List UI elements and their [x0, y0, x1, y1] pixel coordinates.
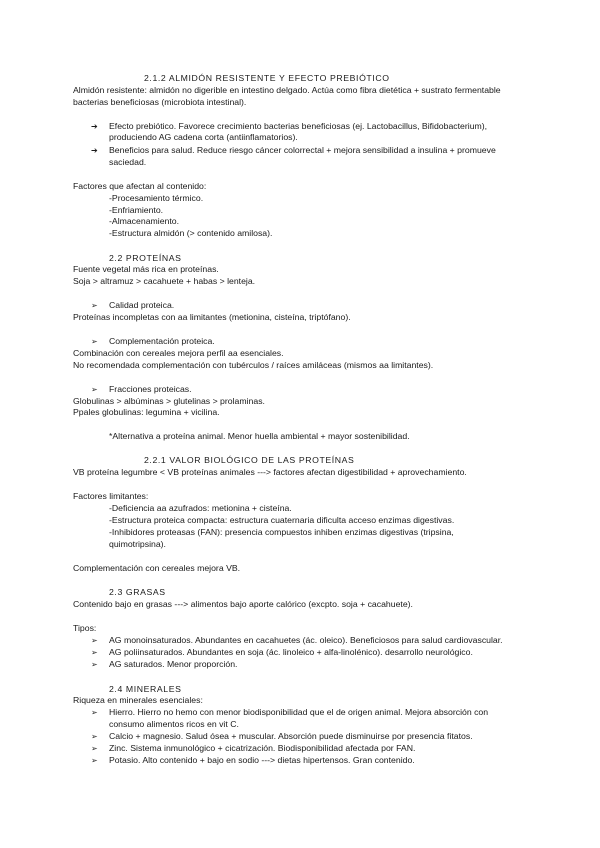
- paragraph-line: Ppales globulinas: legumina + vicilina.: [73, 407, 220, 417]
- triangle-bullet-icon: ➢: [91, 648, 98, 657]
- bullet-text: Efecto prebiótico. Favorece crecimiento bacterias beneficiosas (ej. Lactobacillus, Bifidobacterium),: [109, 121, 488, 131]
- bullet-text: saciedad.: [109, 157, 147, 167]
- section-heading-2-1-2: 2.1.2 ALMIDÓN RESISTENTE Y EFECTO PREBIÓTICO: [144, 73, 390, 83]
- paragraph-line: Complementación con cereales mejora VB.: [73, 563, 241, 573]
- bullet-text: AG saturados. Menor proporción.: [109, 659, 238, 669]
- subsection-label: Fracciones proteicas.: [109, 384, 192, 394]
- factor-item: -Inhibidores proteasas (FAN): presencia compuestos inhiben enzimas digestivas (tripsina,: [109, 527, 454, 537]
- arrow-bullet-icon: ➔: [91, 122, 98, 131]
- bullet-text: AG poliinsaturados. Abundantes en soja (ác. linoleico + alfa-linolénico). desarrollo neurológico.: [109, 647, 473, 657]
- bullet-text: Potasio. Alto contenido + bajo en sodio ---> dietas hipertensos. Gran contenido.: [109, 755, 415, 765]
- paragraph-line: Combinación con cereales mejora perfil aa esenciales.: [73, 348, 284, 358]
- paragraph-line: Contenido bajo en grasas ---> alimentos bajo aporte calórico (excpto. soja + cacahuete).: [73, 599, 413, 609]
- bullet-text: consumo alimentos ricos en vit C.: [109, 719, 239, 729]
- bullet-text: Hierro. Hierro no hemo con menor biodisponibilidad que el de origen animal. Mejora absorción con: [109, 707, 489, 717]
- limitantes-title: Factores limitantes:: [73, 491, 149, 501]
- section-heading-2-2-1: 2.2.1 VALOR BIOLÓGICO DE LAS PROTEÍNAS: [144, 455, 355, 465]
- paragraph-line: Globulinas > albúminas > glutelinas > prolaminas.: [73, 396, 265, 406]
- factor-item: quimotripsina).: [109, 539, 166, 549]
- paragraph-line: Riqueza en minerales esenciales:: [73, 695, 203, 705]
- triangle-bullet-icon: ➢: [91, 660, 98, 669]
- bullet-text: AG monoinsaturados. Abundantes en cacahuetes (ác. oleico). Beneficiosos para salud cardiovascular.: [109, 635, 503, 645]
- paragraph-line: bacterias beneficiosas (microbiota intestinal).: [73, 97, 247, 107]
- factor-item: -Deficiencia aa azufrados: metionina + cisteína.: [109, 503, 292, 513]
- triangle-bullet-icon: ➢: [91, 636, 98, 645]
- paragraph-line: Almidón resistente: almidón no digerible en intestino delgado. Actúa como fibra dietética + sustrato fermentable: [73, 85, 501, 95]
- triangle-bullet-icon: ➢: [91, 744, 98, 753]
- subsection-label: Complementación proteica.: [109, 336, 215, 346]
- factor-item: -Estructura proteica compacta: estructura cuaternaria dificulta acceso enzimas digestivas.: [109, 515, 455, 525]
- factors-title: Factores que afectan al contenido:: [73, 181, 207, 191]
- paragraph-line: No recomendada complementación con tubérculos / raíces amiláceas (mismos aa limitantes).: [73, 360, 434, 370]
- bullet-text: produciendo AG cadena corta (antiinflamatorios).: [109, 132, 298, 142]
- factor-item: -Procesamiento térmico.: [109, 193, 204, 203]
- triangle-bullet-icon: ➢: [91, 708, 98, 717]
- factor-item: -Enfriamiento.: [109, 205, 164, 215]
- triangle-bullet-icon: ➢: [91, 385, 98, 394]
- section-heading-2-3: 2.3 GRASAS: [109, 587, 166, 597]
- factor-item: -Almacenamiento.: [109, 216, 180, 226]
- paragraph-line: Soja > altramuz > cacahuete + habas > lenteja.: [73, 276, 256, 286]
- triangle-bullet-icon: ➢: [91, 301, 98, 310]
- triangle-bullet-icon: ➢: [91, 337, 98, 346]
- tipos-title: Tipos:: [73, 623, 97, 633]
- paragraph-line: Fuente vegetal más rica en proteínas.: [73, 264, 219, 274]
- bullet-text: Zinc. Sistema inmunológico + cicatrización. Biodisponibilidad afectada por FAN.: [109, 743, 416, 753]
- bullet-text: Calcio + magnesio. Salud ósea + muscular. Absorción puede disminuirse por presencia fitatos.: [109, 731, 473, 741]
- factor-item: -Estructura almidón (> contenido amilosa).: [109, 228, 273, 238]
- paragraph-line: Proteínas incompletas con aa limitantes (metionina, cisteína, triptófano).: [73, 312, 351, 322]
- section-heading-2-4: 2.4 MINERALES: [109, 684, 182, 694]
- triangle-bullet-icon: ➢: [91, 756, 98, 765]
- bullet-text: Beneficios para salud. Reduce riesgo cáncer colorrectal + mejora sensibilidad a insulina + promueve: [109, 145, 496, 155]
- triangle-bullet-icon: ➢: [91, 732, 98, 741]
- note-line: *Alternativa a proteína animal. Menor huella ambiental + mayor sostenibilidad.: [109, 431, 410, 441]
- subsection-label: Calidad proteica.: [109, 300, 175, 310]
- arrow-bullet-icon: ➔: [91, 146, 98, 155]
- section-heading-2-2: 2.2 PROTEÍNAS: [109, 253, 182, 263]
- paragraph-line: VB proteína legumbre < VB proteínas animales ---> factores afectan digestibilidad + aprovechamiento.: [73, 467, 467, 477]
